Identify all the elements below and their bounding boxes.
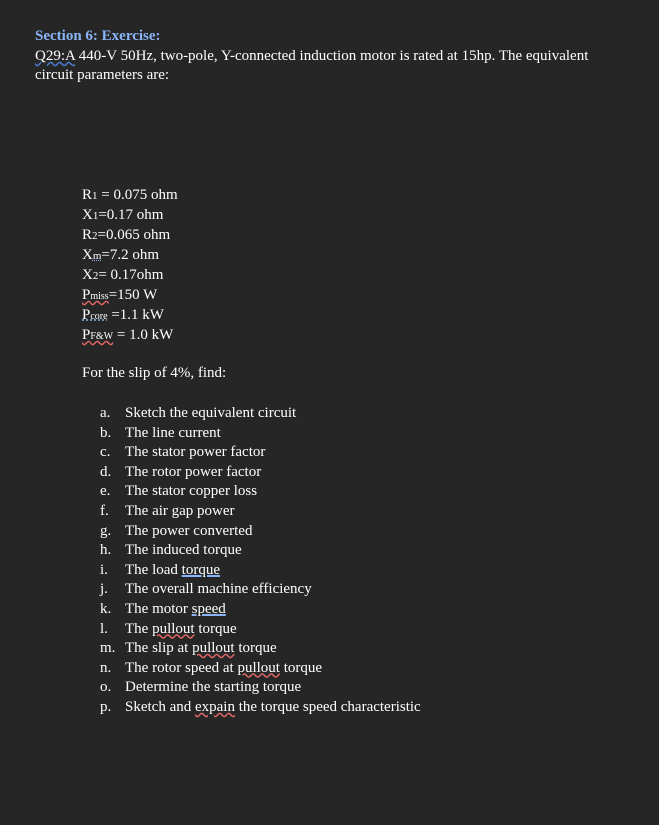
list-item: m. The slip at pullout torque — [100, 640, 277, 657]
question-number: Q29:A — [35, 48, 76, 64]
list-item: j. The overall machine efficiency — [100, 581, 312, 598]
list-item: n. The rotor speed at pullout torque — [100, 659, 323, 676]
param-pmiss: Pmiss=150 W — [82, 287, 158, 303]
question-text — [35, 47, 645, 85]
param-pfw: PF&W = 1.0 kW — [82, 327, 174, 343]
param-x2: X2= 0.17ohm — [82, 267, 164, 283]
section-title: Section 6: Exercise: — [35, 28, 161, 44]
list-item: d. The rotor power factor — [100, 463, 262, 480]
question-line1: 440-V 50Hz, two-pole, Y-connected induction motor is rated at 15hp. The equivalent — [75, 48, 589, 64]
list-item: a. Sketch the equivalent circuit — [100, 405, 297, 421]
list-item: f. The air gap power — [100, 502, 235, 519]
param-x1: X1=0.17 ohm — [82, 207, 164, 223]
list-item: o. Determine the starting torque — [100, 679, 302, 696]
list-item: p. Sketch and expain the torque speed characteristic — [100, 698, 421, 715]
list-item: l. The pullout torque — [100, 620, 237, 637]
list-item: h. The induced torque — [100, 542, 242, 559]
list-item: k. The motor speed — [100, 600, 226, 617]
param-r1: R1 = 0.075 ohm — [82, 187, 178, 203]
param-pcore: Pcore =1.1 kW — [82, 307, 164, 323]
list-item: g. The power converted — [100, 522, 253, 539]
question-line2: circuit parameters are: — [35, 67, 170, 83]
param-xm: Xm=7.2 ohm — [82, 247, 160, 263]
list-item: c. The stator power factor — [100, 444, 266, 461]
parameter-list — [82, 185, 178, 345]
list-item: b. The line current — [100, 424, 221, 441]
list-item: i. The load torque — [100, 561, 220, 578]
slip-text: For the slip of 4%, find: — [82, 365, 227, 381]
param-r2: R2=0.065 ohm — [82, 227, 171, 243]
list-item: e. The stator copper loss — [100, 483, 258, 500]
task-list — [100, 404, 421, 718]
